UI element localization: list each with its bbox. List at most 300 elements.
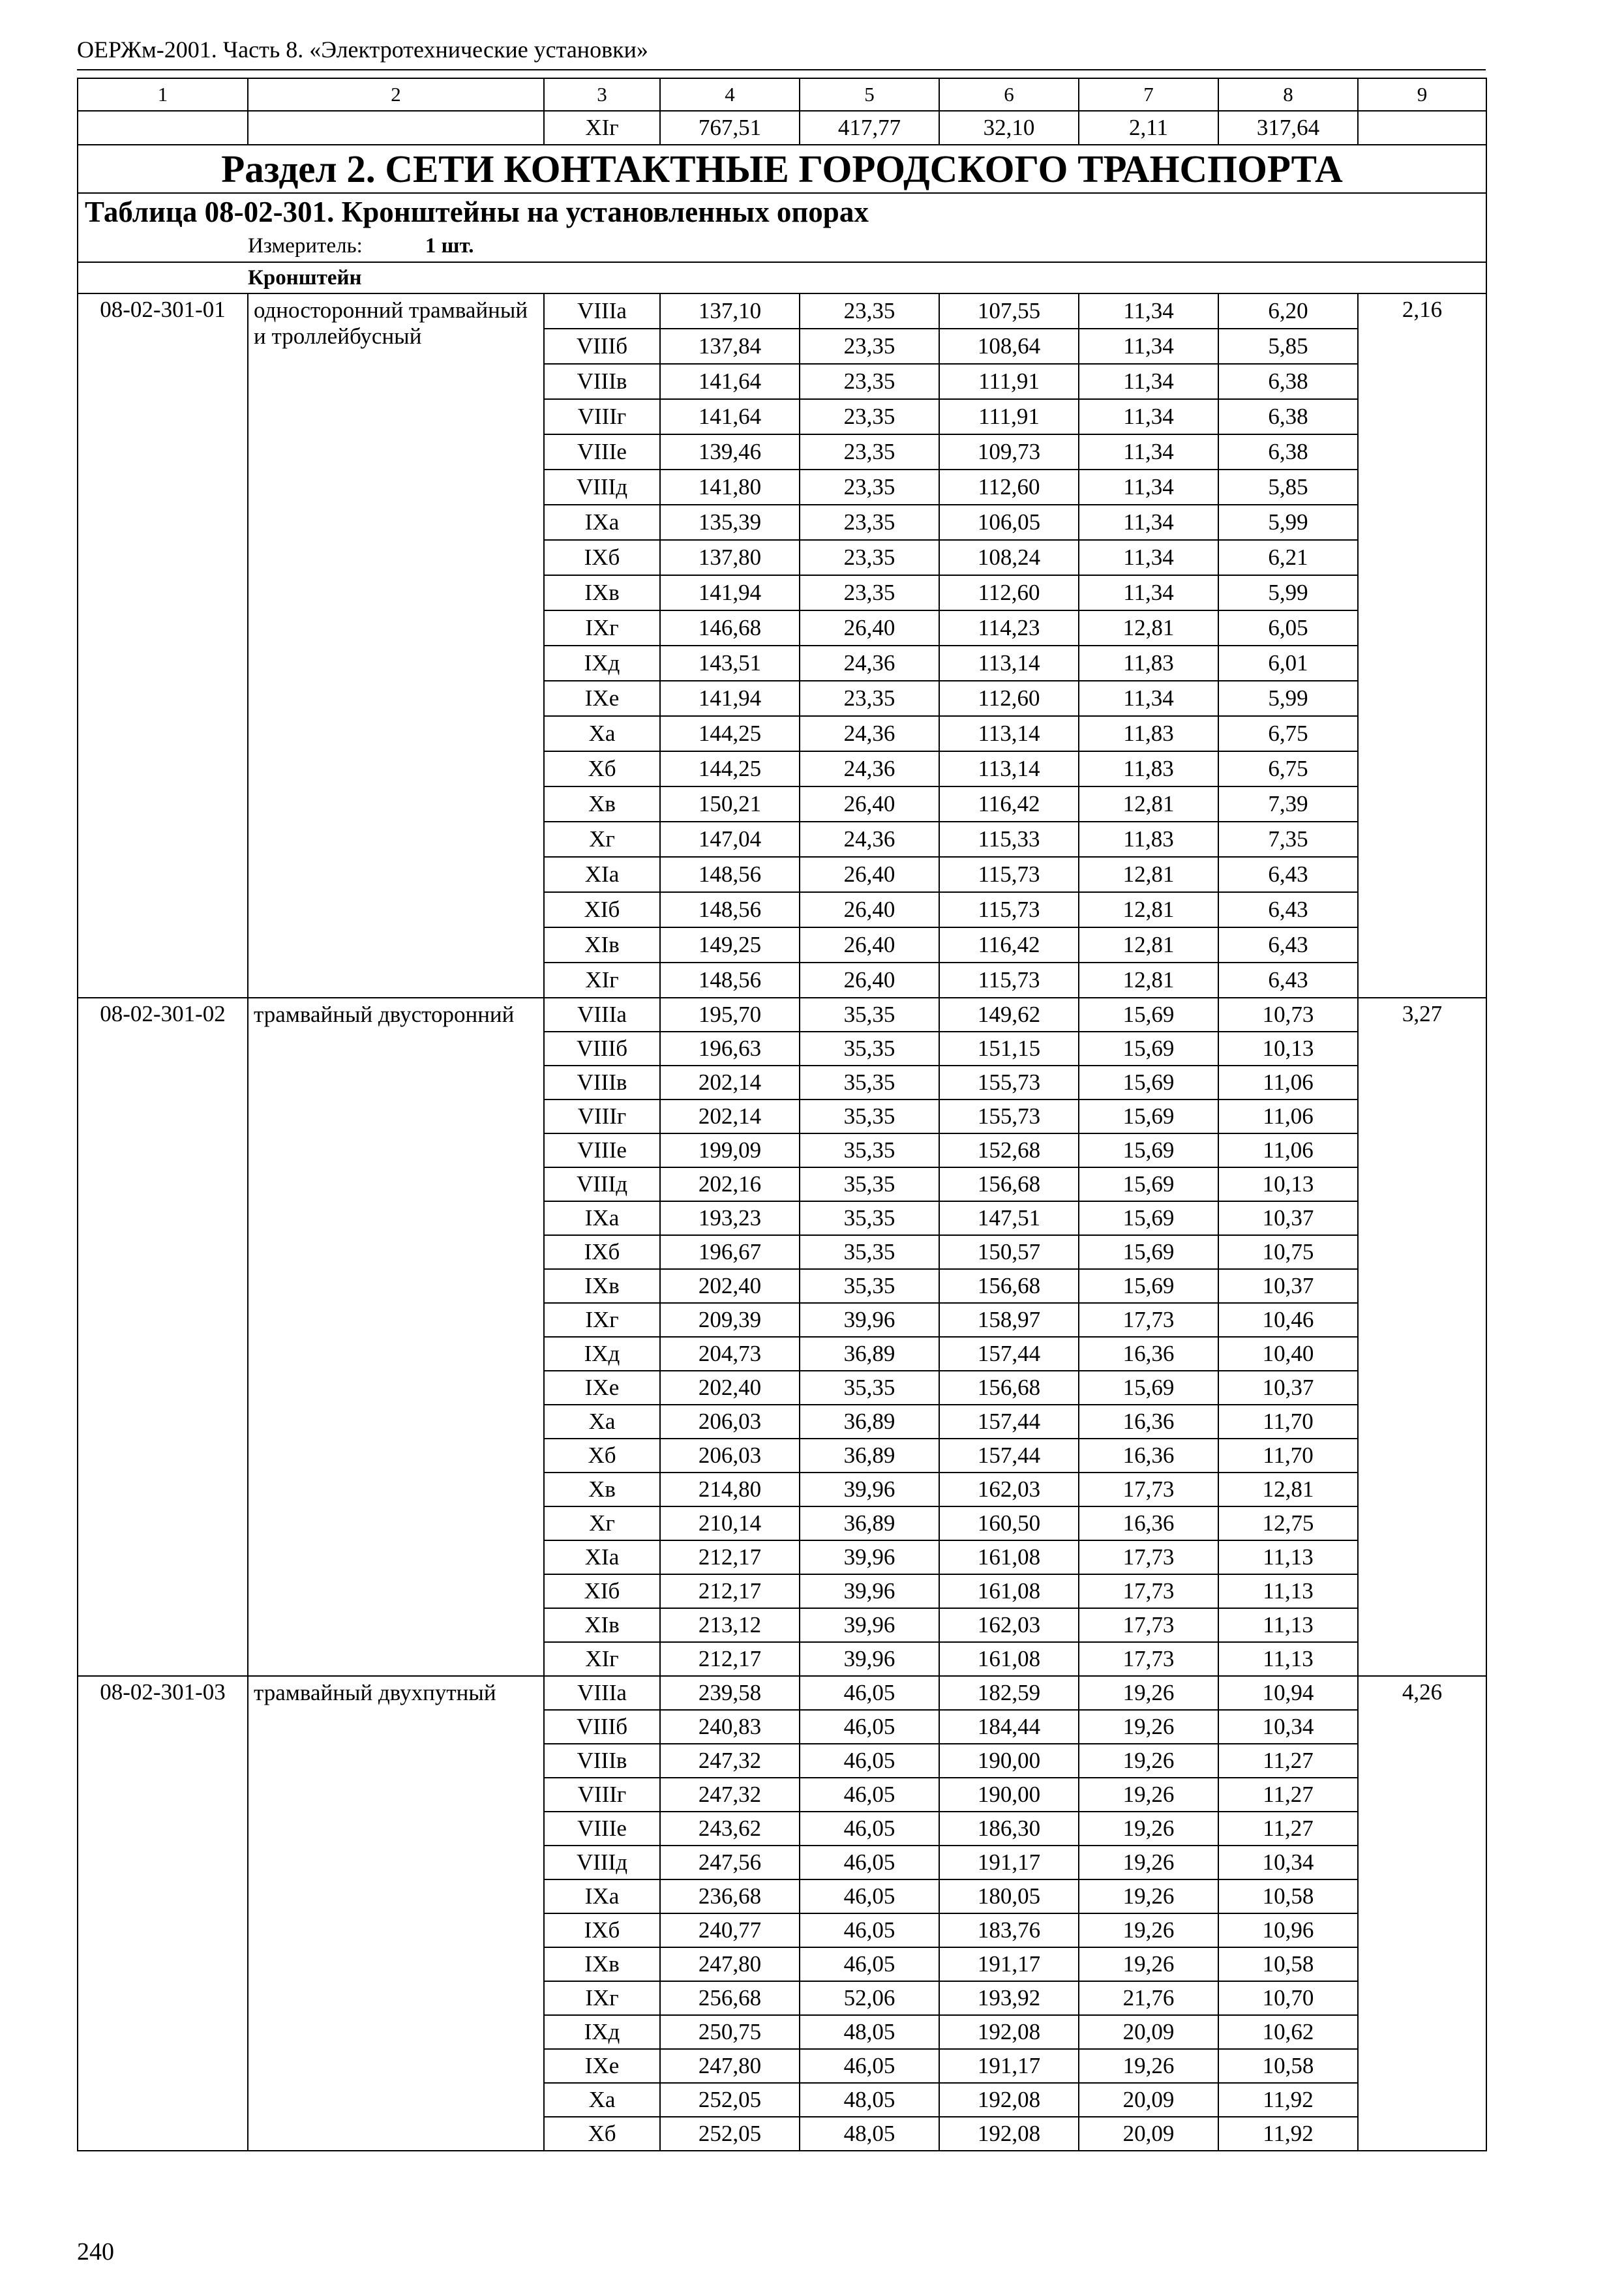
value-cell: 23,35 [800, 681, 939, 716]
value-cell: 16,36 [1079, 1439, 1218, 1473]
value-cell: 6,43 [1218, 892, 1358, 927]
value-cell: 36,89 [800, 1405, 939, 1439]
value-cell: 139,46 [660, 434, 800, 470]
value-cell: 180,05 [939, 1879, 1079, 1913]
value-cell: 26,40 [800, 786, 939, 822]
value-cell: 15,69 [1079, 1167, 1218, 1201]
value-cell: 157,44 [939, 1439, 1079, 1473]
item-description: трамвайный двухпутный [248, 1676, 544, 2151]
value-cell: 147,04 [660, 822, 800, 857]
value-cell: 17,73 [1079, 1574, 1218, 1608]
value-cell: 137,10 [660, 293, 800, 329]
value-cell: 16,36 [1079, 1337, 1218, 1371]
value-cell: 191,17 [939, 1846, 1079, 1879]
column-number: 6 [939, 78, 1079, 111]
value-cell: 26,40 [800, 963, 939, 998]
value-cell: 11,34 [1079, 434, 1218, 470]
category-cell: VIIIб [544, 329, 660, 364]
column-number: 8 [1218, 78, 1358, 111]
value-cell: 15,69 [1079, 1133, 1218, 1167]
value-cell: 21,76 [1079, 1981, 1218, 2015]
value-cell: 202,40 [660, 1269, 800, 1303]
column-number-row [78, 78, 1486, 111]
value-cell: 113,14 [939, 751, 1079, 786]
value-cell: 11,06 [1218, 1066, 1358, 1100]
column-number: 9 [1358, 78, 1486, 111]
category-cell: Xб [544, 1439, 660, 1473]
value-cell: 111,91 [939, 399, 1079, 434]
value-cell: 7,35 [1218, 822, 1358, 857]
category-cell: IXе [544, 2049, 660, 2083]
category-cell: VIIIд [544, 470, 660, 505]
value-cell: 46,05 [800, 1710, 939, 1744]
column-number: 3 [544, 78, 660, 111]
value-cell: 15,69 [1079, 1201, 1218, 1235]
value-cell: 192,08 [939, 2015, 1079, 2049]
value-cell: 144,25 [660, 716, 800, 751]
value-cell: 109,73 [939, 434, 1079, 470]
category-cell: VIIIа [544, 1676, 660, 1710]
value-cell: 11,83 [1079, 751, 1218, 786]
value-cell: 317,64 [1218, 111, 1358, 145]
value-cell: 6,43 [1218, 857, 1358, 892]
value-cell: 12,81 [1079, 786, 1218, 822]
value-cell: 161,08 [939, 1642, 1079, 1676]
value-cell: 10,37 [1218, 1269, 1358, 1303]
value-cell: 23,35 [800, 470, 939, 505]
value-cell: 147,51 [939, 1201, 1079, 1235]
rates-table [77, 78, 1487, 2151]
value-cell: 202,14 [660, 1100, 800, 1133]
value-cell: 149,62 [939, 998, 1079, 1032]
value-cell: 11,34 [1079, 540, 1218, 575]
category-cell: VIIIв [544, 1066, 660, 1100]
value-cell: 12,75 [1218, 1506, 1358, 1540]
value-cell: 10,73 [1218, 998, 1358, 1032]
category-cell: IXг [544, 1303, 660, 1337]
category-cell: IXд [544, 2015, 660, 2049]
value-cell: 10,37 [1218, 1371, 1358, 1405]
value-cell: 184,44 [939, 1710, 1079, 1744]
value-cell: 46,05 [800, 1744, 939, 1778]
value-cell: 11,83 [1079, 646, 1218, 681]
value-cell: 11,34 [1079, 329, 1218, 364]
value-cell: 23,35 [800, 540, 939, 575]
value-cell: 39,96 [800, 1574, 939, 1608]
value-cell: 26,40 [800, 857, 939, 892]
value-cell: 10,70 [1218, 1981, 1358, 2015]
value-cell: 141,94 [660, 575, 800, 610]
value-cell: 10,58 [1218, 1947, 1358, 1981]
value-cell: 162,03 [939, 1608, 1079, 1642]
category-cell: VIIIв [544, 364, 660, 399]
value-cell: 182,59 [939, 1676, 1079, 1710]
category-cell: XIа [544, 1540, 660, 1574]
table-row [78, 1676, 1486, 1710]
table-title-row [78, 193, 1486, 230]
value-cell: 35,35 [800, 1235, 939, 1269]
category-cell: XIа [544, 857, 660, 892]
measure-row [78, 230, 1486, 262]
value-cell: 113,14 [939, 646, 1079, 681]
category-cell: Xб [544, 751, 660, 786]
value-cell: 11,83 [1079, 822, 1218, 857]
category-cell: VIIIа [544, 998, 660, 1032]
value-cell: 19,26 [1079, 1676, 1218, 1710]
value-cell: 26,40 [800, 892, 939, 927]
measure-label: Измеритель: [248, 234, 363, 258]
running-header: ОЕРЖм-2001. Часть 8. «Электротехнические установки» [77, 37, 648, 63]
value-cell: 35,35 [800, 1100, 939, 1133]
value-cell: 158,97 [939, 1303, 1079, 1337]
value-cell: 199,09 [660, 1133, 800, 1167]
value-cell: 48,05 [800, 2083, 939, 2117]
category-cell: IXа [544, 1879, 660, 1913]
value-cell: 150,57 [939, 1235, 1079, 1269]
item-code: 08-02-301-03 [78, 1676, 248, 2151]
value-cell: 6,20 [1218, 293, 1358, 329]
value-cell: 16,36 [1079, 1405, 1218, 1439]
value-cell: 209,39 [660, 1303, 800, 1337]
value-cell: 6,21 [1218, 540, 1358, 575]
category-cell: VIIIб [544, 1710, 660, 1744]
value-cell: 11,34 [1079, 399, 1218, 434]
category-cell: XIб [544, 1574, 660, 1608]
value-cell: 46,05 [800, 1913, 939, 1947]
value-cell: 23,35 [800, 293, 939, 329]
value-cell: 204,73 [660, 1337, 800, 1371]
value-cell: 26,40 [800, 927, 939, 963]
value-cell: 5,99 [1218, 681, 1358, 716]
value-cell: 141,94 [660, 681, 800, 716]
value-cell: 36,89 [800, 1506, 939, 1540]
value-cell: 161,08 [939, 1574, 1079, 1608]
value-cell: 114,23 [939, 610, 1079, 646]
column-number: 7 [1079, 78, 1218, 111]
value-cell: 15,69 [1079, 1100, 1218, 1133]
value-cell: 35,35 [800, 998, 939, 1032]
value-cell: 15,69 [1079, 1235, 1218, 1269]
empty-cell [1358, 111, 1486, 145]
value-cell: 46,05 [800, 1846, 939, 1879]
category-cell: XIг [544, 963, 660, 998]
value-cell: 11,27 [1218, 1778, 1358, 1812]
category-cell: VIIIг [544, 399, 660, 434]
value-cell: 10,34 [1218, 1710, 1358, 1744]
value-cell: 213,12 [660, 1608, 800, 1642]
value-cell: 39,96 [800, 1642, 939, 1676]
value-cell: 19,26 [1079, 1744, 1218, 1778]
value-cell: 11,13 [1218, 1574, 1358, 1608]
header-rule [77, 69, 1486, 70]
value-cell: 6,38 [1218, 364, 1358, 399]
value-cell: 190,00 [939, 1744, 1079, 1778]
value-cell: 36,89 [800, 1439, 939, 1473]
value-cell: 6,75 [1218, 716, 1358, 751]
carry-over-row [78, 111, 1486, 145]
value-cell: 35,35 [800, 1066, 939, 1100]
value-cell: 196,63 [660, 1032, 800, 1066]
value-cell: 6,43 [1218, 963, 1358, 998]
value-cell: 17,73 [1079, 1608, 1218, 1642]
value-cell: 23,35 [800, 434, 939, 470]
value-cell: 39,96 [800, 1608, 939, 1642]
category-cell: VIIIб [544, 1032, 660, 1066]
value-cell: 19,26 [1079, 1846, 1218, 1879]
value-cell: 206,03 [660, 1439, 800, 1473]
value-cell: 23,35 [800, 399, 939, 434]
category-cell: VIIIг [544, 1778, 660, 1812]
value-cell: 20,09 [1079, 2117, 1218, 2151]
column-number: 1 [78, 78, 248, 111]
value-cell: 116,42 [939, 786, 1079, 822]
value-cell: 157,44 [939, 1337, 1079, 1371]
measure-value: 1 шт. [425, 234, 474, 258]
value-cell: 417,77 [800, 111, 939, 145]
value-cell: 206,03 [660, 1405, 800, 1439]
value-cell: 148,56 [660, 963, 800, 998]
value-cell: 48,05 [800, 2117, 939, 2151]
column-number: 5 [800, 78, 939, 111]
category-cell: Xв [544, 786, 660, 822]
value-cell: 236,68 [660, 1879, 800, 1913]
section-title: Раздел 2. СЕТИ КОНТАКТНЫЕ ГОРОДСКОГО ТРАНСПОРТА [78, 145, 1486, 193]
category-cell: VIIIе [544, 1812, 660, 1846]
value-cell: 11,83 [1079, 716, 1218, 751]
value-cell: 46,05 [800, 1947, 939, 1981]
value-cell: 252,05 [660, 2117, 800, 2151]
value-cell: 17,73 [1079, 1473, 1218, 1506]
value-cell: 17,73 [1079, 1540, 1218, 1574]
value-cell: 191,17 [939, 2049, 1079, 2083]
column-number: 4 [660, 78, 800, 111]
value-cell: 46,05 [800, 1879, 939, 1913]
value-cell: 11,06 [1218, 1133, 1358, 1167]
value-cell: 6,38 [1218, 399, 1358, 434]
value-cell: 6,38 [1218, 434, 1358, 470]
value-cell: 141,80 [660, 470, 800, 505]
empty-cell [248, 111, 544, 145]
value-cell: 52,06 [800, 1981, 939, 2015]
value-cell: 161,08 [939, 1540, 1079, 1574]
value-cell: 150,21 [660, 786, 800, 822]
value-cell: 190,00 [939, 1778, 1079, 1812]
value-cell: 113,14 [939, 716, 1079, 751]
value-cell: 6,75 [1218, 751, 1358, 786]
category-cell: IXе [544, 1371, 660, 1405]
value-cell: 137,84 [660, 329, 800, 364]
value-cell: 162,03 [939, 1473, 1079, 1506]
value-cell: 6,43 [1218, 927, 1358, 963]
empty-cell [78, 111, 248, 145]
value-cell: 149,25 [660, 927, 800, 963]
value-cell: 256,68 [660, 1981, 800, 2015]
category-cell: XIв [544, 927, 660, 963]
value-cell: 36,89 [800, 1337, 939, 1371]
value-cell: 10,13 [1218, 1167, 1358, 1201]
value-cell: 152,68 [939, 1133, 1079, 1167]
category-cell: IXа [544, 1201, 660, 1235]
value-cell: 35,35 [800, 1201, 939, 1235]
value-cell: 115,73 [939, 892, 1079, 927]
value-cell: 15,69 [1079, 1269, 1218, 1303]
value-cell: 183,76 [939, 1913, 1079, 1947]
value-cell: 148,56 [660, 892, 800, 927]
value-cell: 11,34 [1079, 293, 1218, 329]
value-cell: 11,27 [1218, 1744, 1358, 1778]
value-cell: 11,70 [1218, 1439, 1358, 1473]
table-title: Таблица 08-02-301. Кронштейны на установленных опорах [78, 193, 1486, 230]
empty-cell [78, 262, 248, 293]
value-cell: 212,17 [660, 1574, 800, 1608]
category-cell: VIIIд [544, 1846, 660, 1879]
value-cell: 12,81 [1079, 963, 1218, 998]
value-cell: 137,80 [660, 540, 800, 575]
value-cell: 112,60 [939, 575, 1079, 610]
value-cell: 196,67 [660, 1235, 800, 1269]
value-cell: 19,26 [1079, 1812, 1218, 1846]
value-cell: 247,80 [660, 1947, 800, 1981]
category-cell: XIб [544, 892, 660, 927]
value-cell: 20,09 [1079, 2015, 1218, 2049]
value-cell: 19,26 [1079, 2049, 1218, 2083]
value-cell: 11,92 [1218, 2117, 1358, 2151]
group-row [78, 262, 1486, 293]
value-cell: 11,92 [1218, 2083, 1358, 2117]
value-cell: 250,75 [660, 2015, 800, 2049]
value-cell: 10,34 [1218, 1846, 1358, 1879]
value-cell: 39,96 [800, 1303, 939, 1337]
value-cell: 195,70 [660, 998, 800, 1032]
category-cell: IXв [544, 575, 660, 610]
value-cell: 155,73 [939, 1100, 1079, 1133]
value-cell: 193,92 [939, 1981, 1079, 2015]
value-cell: 155,73 [939, 1066, 1079, 1100]
value-cell: 46,05 [800, 2049, 939, 2083]
value-cell: 12,81 [1079, 610, 1218, 646]
empty-cell [78, 230, 248, 262]
value-cell: 192,08 [939, 2083, 1079, 2117]
value-cell: 193,23 [660, 1201, 800, 1235]
value-cell: 12,81 [1079, 857, 1218, 892]
value-cell: 19,26 [1079, 1710, 1218, 1744]
value-cell: 32,10 [939, 111, 1079, 145]
value-cell: 5,85 [1218, 470, 1358, 505]
category-cell: IXв [544, 1269, 660, 1303]
value-cell: 35,35 [800, 1269, 939, 1303]
group-label: Кронштейн [248, 262, 1486, 293]
value-cell: 146,68 [660, 610, 800, 646]
value-cell: 19,26 [1079, 1913, 1218, 1947]
value-cell: 10,94 [1218, 1676, 1358, 1710]
category-cell: IXе [544, 681, 660, 716]
item-code: 08-02-301-02 [78, 998, 248, 1676]
value-cell: 11,06 [1218, 1100, 1358, 1133]
value-cell: 11,34 [1079, 364, 1218, 399]
category-cell: IXг [544, 1981, 660, 2015]
value-cell: 10,37 [1218, 1201, 1358, 1235]
value-cell: 214,80 [660, 1473, 800, 1506]
value-cell: 115,73 [939, 857, 1079, 892]
value-cell: 156,68 [939, 1371, 1079, 1405]
item-description: трамвайный двусторонний [248, 998, 544, 1676]
value-cell: 12,81 [1079, 892, 1218, 927]
value-cell: 11,34 [1079, 470, 1218, 505]
value-cell: 111,91 [939, 364, 1079, 399]
value-cell: 247,56 [660, 1846, 800, 1879]
value-cell: 17,73 [1079, 1303, 1218, 1337]
value-cell: 15,69 [1079, 998, 1218, 1032]
category-cell: IXв [544, 1947, 660, 1981]
value-cell: 15,69 [1079, 1371, 1218, 1405]
value-cell: 191,17 [939, 1947, 1079, 1981]
value-cell: 35,35 [800, 1133, 939, 1167]
value-cell: 19,26 [1079, 1778, 1218, 1812]
value-cell: 23,35 [800, 364, 939, 399]
value-cell: 11,34 [1079, 681, 1218, 716]
value-cell: 2,11 [1079, 111, 1218, 145]
value-cell: 186,30 [939, 1812, 1079, 1846]
category-cell: VIIIг [544, 1100, 660, 1133]
value-cell: 5,99 [1218, 505, 1358, 540]
table-row [78, 293, 1486, 329]
section-row [78, 145, 1486, 193]
value-cell: 19,26 [1079, 1947, 1218, 1981]
value-cell: 11,70 [1218, 1405, 1358, 1439]
value-cell: 247,32 [660, 1778, 800, 1812]
category-cell: Xг [544, 822, 660, 857]
value-cell: 157,44 [939, 1405, 1079, 1439]
value-cell: 26,40 [800, 610, 939, 646]
category-cell: Xа [544, 1405, 660, 1439]
value-cell: 202,16 [660, 1167, 800, 1201]
value-cell: 46,05 [800, 1778, 939, 1812]
value-cell: 7,39 [1218, 786, 1358, 822]
value-cell: 24,36 [800, 751, 939, 786]
category-cell: VIIIв [544, 1744, 660, 1778]
value-cell: 108,64 [939, 329, 1079, 364]
value-cell: 148,56 [660, 857, 800, 892]
value-cell: 240,83 [660, 1710, 800, 1744]
value-cell: 6,05 [1218, 610, 1358, 646]
value-cell: 24,36 [800, 822, 939, 857]
item-rate: 3,27 [1358, 998, 1486, 1676]
value-cell: 20,09 [1079, 2083, 1218, 2117]
value-cell: 12,81 [1079, 927, 1218, 963]
value-cell: 5,99 [1218, 575, 1358, 610]
value-cell: 202,14 [660, 1066, 800, 1100]
value-cell: 19,26 [1079, 1879, 1218, 1913]
item-rate: 4,26 [1358, 1676, 1486, 2151]
category-cell: Xа [544, 716, 660, 751]
measure [248, 230, 1486, 262]
table-row [78, 998, 1486, 1032]
value-cell: 141,64 [660, 399, 800, 434]
value-cell: 10,75 [1218, 1235, 1358, 1269]
category-cell: XIв [544, 1608, 660, 1642]
value-cell: 35,35 [800, 1167, 939, 1201]
category-cell: IXа [544, 505, 660, 540]
value-cell: 48,05 [800, 2015, 939, 2049]
value-cell: 10,58 [1218, 1879, 1358, 1913]
value-cell: 15,69 [1079, 1066, 1218, 1100]
value-cell: 112,60 [939, 681, 1079, 716]
value-cell: 46,05 [800, 1676, 939, 1710]
category-cell: Xб [544, 2117, 660, 2151]
value-cell: 11,13 [1218, 1608, 1358, 1642]
value-cell: 35,35 [800, 1032, 939, 1066]
value-cell: 23,35 [800, 575, 939, 610]
